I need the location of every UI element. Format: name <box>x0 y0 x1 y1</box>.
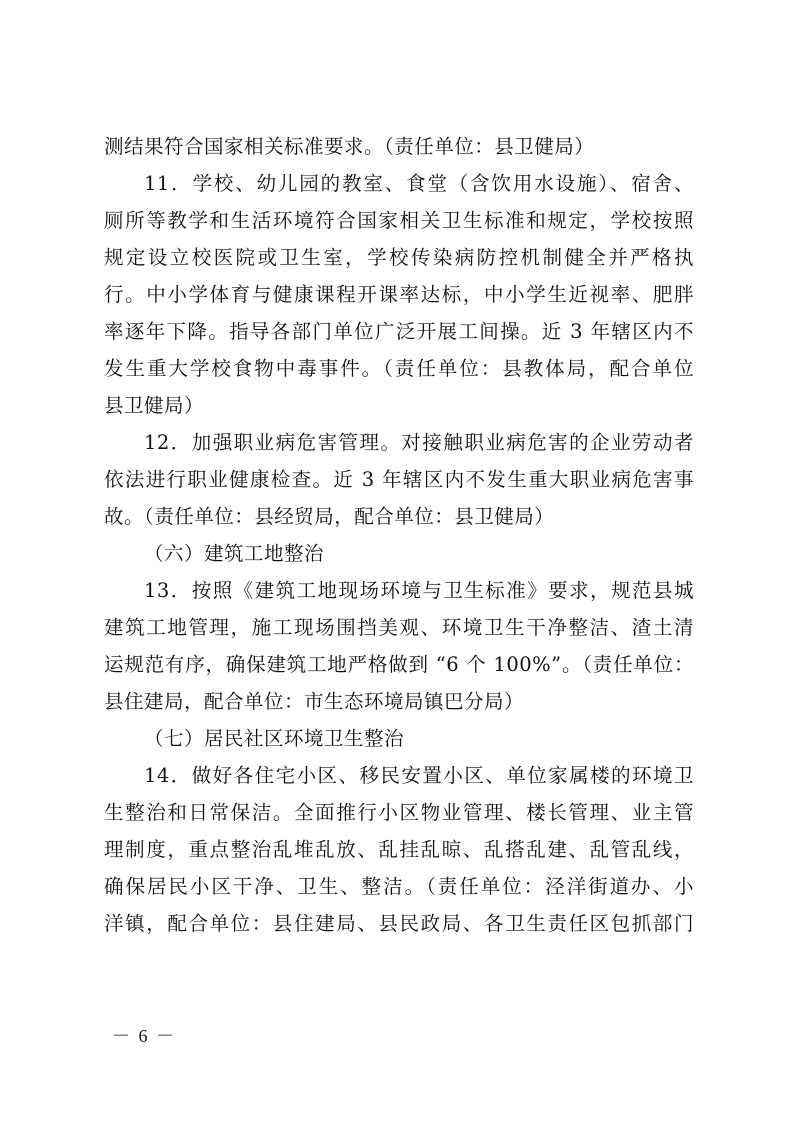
text-line: 依法进行职业健康检查。近 3 年辖区内不发生重大职业病危害事 <box>104 468 694 491</box>
text-line: 理制度，重点整治乱堆乱放、乱挂乱晾、乱搭乱建、乱管乱线， <box>104 838 694 861</box>
page-number: － 6 － <box>112 1026 176 1046</box>
text-line: 运规范有序，确保建筑工地严格做到 “6 个 100%”。（责任单位： <box>104 653 694 676</box>
text-line: （六）建筑工地整治 <box>144 542 325 565</box>
text-line: 规定设立校医院或卫生室，学校传染病防控机制健全并严格执 <box>104 246 694 269</box>
text-line: 建筑工地管理，施工现场围挡美观、环境卫生干净整洁、渣土清 <box>104 616 694 639</box>
text-line: 12．加强职业病危害管理。对接触职业病危害的企业劳动者 <box>144 431 694 454</box>
text-line: 县卫健局） <box>104 394 205 417</box>
text-line: 发生重大学校食物中毒事件。（责任单位：县教体局，配合单位 <box>104 357 694 380</box>
text-line: 县住建局，配合单位：市生态环境局镇巴分局） <box>104 690 525 713</box>
text-line: 行。中小学体育与健康课程开课率达标，中小学生近视率、肥胖 <box>104 283 694 306</box>
text-line: 确保居民小区干净、卫生、整洁。（责任单位：泾洋街道办、小 <box>104 875 694 898</box>
text-line: 厕所等教学和生活环境符合国家相关卫生标准和规定，学校按照 <box>104 209 694 232</box>
text-line: 率逐年下降。指导各部门单位广泛开展工间操。近 3 年辖区内不 <box>104 320 694 343</box>
document-body <box>104 128 694 942</box>
text-line: 生整治和日常保洁。全面推行小区物业管理、楼长管理、业主管 <box>104 801 694 824</box>
text-line: 14．做好各住宅小区、移民安置小区、单位家属楼的环境卫 <box>144 764 694 787</box>
text-line: 测结果符合国家相关标准要求。（责任单位：县卫健局） <box>104 135 595 158</box>
text-line: 11．学校、幼儿园的教室、食堂（含饮用水设施）、宿舍、 <box>144 172 694 195</box>
text-line: 13．按照《建筑工地现场环境与卫生标准》要求，规范县城 <box>144 579 694 602</box>
text-line: 洋镇，配合单位：县住建局、县民政局、各卫生责任区包抓部门 <box>104 912 694 935</box>
text-line: （七）居民社区环境卫生整治 <box>144 727 405 750</box>
text-line: 故。（责任单位：县经贸局，配合单位：县卫健局） <box>104 505 555 528</box>
